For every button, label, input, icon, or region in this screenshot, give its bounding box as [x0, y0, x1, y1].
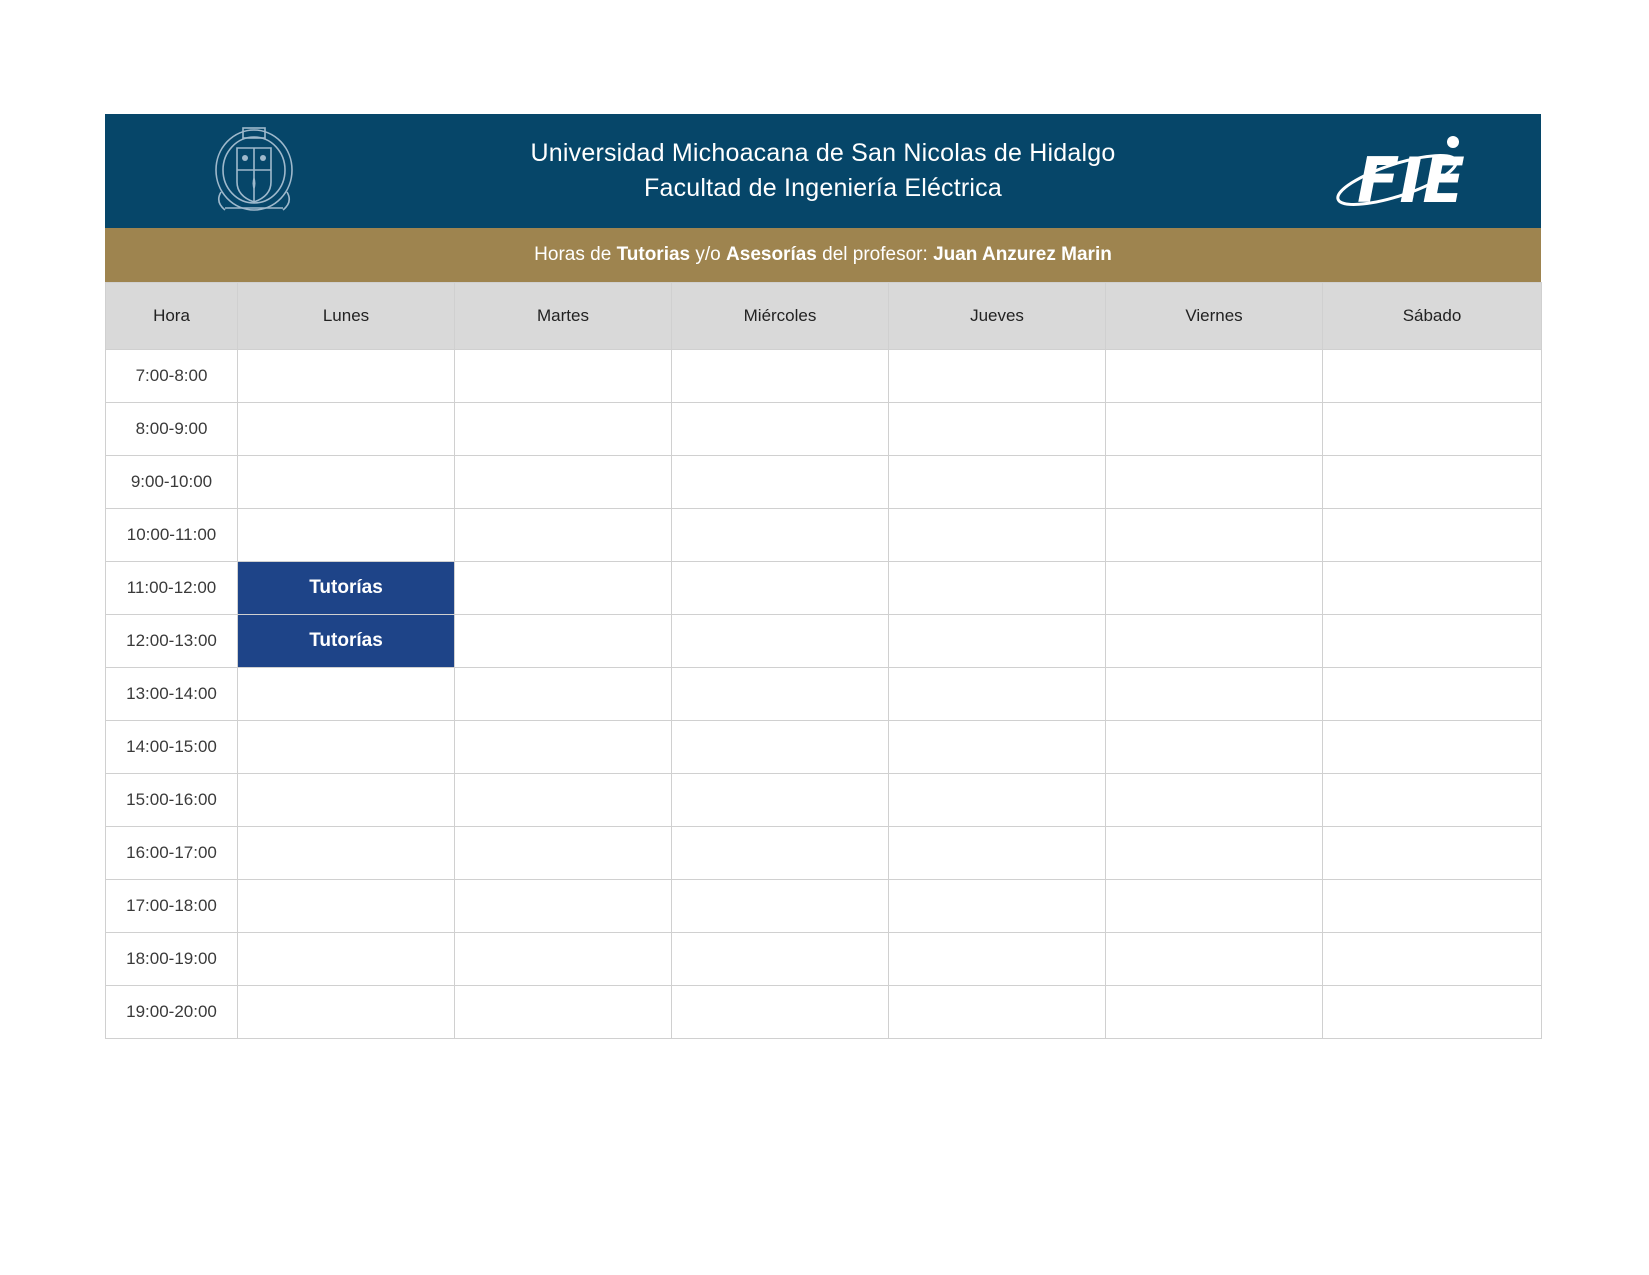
hour-cell: 10:00-11:00: [106, 509, 238, 562]
fie-logo-text: FIE: [1357, 144, 1465, 216]
slot-cell-lunes: [238, 774, 455, 827]
slot-cell-sabado: [1323, 668, 1542, 721]
slot-cell-miercoles: [672, 774, 889, 827]
slot-cell-viernes: [1106, 933, 1323, 986]
slot-cell-sabado: [1323, 880, 1542, 933]
hour-cell: 7:00-8:00: [106, 350, 238, 403]
slot-cell-miercoles: [672, 562, 889, 615]
hour-cell: 13:00-14:00: [106, 668, 238, 721]
slot-cell-jueves: [889, 668, 1106, 721]
slot-cell-martes: [455, 774, 672, 827]
fie-logo-icon: [1335, 124, 1465, 216]
slot-cell-martes: [455, 615, 672, 668]
slot-cell-miercoles: [672, 456, 889, 509]
column-header-miercoles: Miércoles: [672, 283, 889, 350]
slot-cell-viernes: [1106, 456, 1323, 509]
hour-cell: 12:00-13:00: [106, 615, 238, 668]
slot-cell-sabado: [1323, 827, 1542, 880]
schedule-sheet: [105, 114, 1541, 1039]
slot-cell-viernes: [1106, 827, 1323, 880]
schedule-header-row: [106, 283, 1542, 350]
column-header-lunes: Lunes: [238, 283, 455, 350]
hour-cell: 14:00-15:00: [106, 721, 238, 774]
slot-cell-miercoles: [672, 668, 889, 721]
header-banner: [105, 114, 1541, 228]
slot-cell-jueves: [889, 986, 1106, 1039]
column-header-viernes: Viernes: [1106, 283, 1323, 350]
slot-cell-lunes: [238, 986, 455, 1039]
slot-cell-sabado: [1323, 350, 1542, 403]
slot-cell-jueves: [889, 615, 1106, 668]
slot-cell-martes: [455, 668, 672, 721]
subtitle-prefix: Horas de: [534, 244, 612, 265]
slot-cell-viernes: [1106, 668, 1323, 721]
slot-cell-lunes: Tutorías: [238, 615, 455, 668]
schedule-row: [106, 668, 1542, 721]
slot-cell-viernes: [1106, 774, 1323, 827]
slot-cell-jueves: [889, 562, 1106, 615]
slot-cell-jueves: [889, 403, 1106, 456]
slot-cell-jueves: [889, 721, 1106, 774]
hour-cell: 15:00-16:00: [106, 774, 238, 827]
hour-cell: 19:00-20:00: [106, 986, 238, 1039]
slot-cell-lunes: [238, 350, 455, 403]
subtitle-asesorias: Asesorías: [726, 244, 817, 265]
slot-cell-martes: [455, 933, 672, 986]
slot-cell-jueves: [889, 827, 1106, 880]
slot-cell-viernes: [1106, 986, 1323, 1039]
slot-cell-miercoles: [672, 933, 889, 986]
slot-cell-jueves: [889, 456, 1106, 509]
slot-cell-sabado: [1323, 933, 1542, 986]
slot-cell-sabado: [1323, 986, 1542, 1039]
slot-cell-jueves: [889, 509, 1106, 562]
slot-cell-viernes: [1106, 509, 1323, 562]
slot-cell-lunes: [238, 668, 455, 721]
schedule-row: [106, 827, 1542, 880]
column-header-sabado: Sábado: [1323, 283, 1542, 350]
slot-cell-martes: [455, 350, 672, 403]
header-titles: [105, 136, 1541, 206]
schedule-row: [106, 509, 1542, 562]
slot-cell-jueves: [889, 933, 1106, 986]
slot-cell-lunes: [238, 456, 455, 509]
subtitle-professor-label: del profesor:: [822, 244, 928, 265]
slot-cell-sabado: [1323, 562, 1542, 615]
slot-cell-martes: [455, 721, 672, 774]
column-header-hora: Hora: [106, 283, 238, 350]
faculty-name: Facultad de Ingeniería Eléctrica: [644, 174, 1002, 202]
slot-cell-martes: [455, 456, 672, 509]
slot-cell-martes: [455, 403, 672, 456]
slot-cell-miercoles: [672, 403, 889, 456]
university-name: Universidad Michoacana de San Nicolas de Hidalgo: [530, 139, 1116, 167]
hour-cell: 17:00-18:00: [106, 880, 238, 933]
slot-cell-lunes: [238, 721, 455, 774]
slot-cell-martes: [455, 986, 672, 1039]
slot-cell-martes: [455, 827, 672, 880]
slot-cell-miercoles: [672, 827, 889, 880]
hour-cell: 9:00-10:00: [106, 456, 238, 509]
slot-cell-jueves: [889, 880, 1106, 933]
slot-cell-lunes: Tutorías: [238, 562, 455, 615]
slot-cell-lunes: [238, 933, 455, 986]
schedule-row: [106, 350, 1542, 403]
column-header-martes: Martes: [455, 283, 672, 350]
hour-cell: 18:00-19:00: [106, 933, 238, 986]
slot-cell-sabado: [1323, 615, 1542, 668]
slot-cell-lunes: [238, 403, 455, 456]
schedule-table: [105, 282, 1542, 1039]
slot-cell-miercoles: [672, 350, 889, 403]
slot-cell-viernes: [1106, 350, 1323, 403]
schedule-body: [106, 350, 1542, 1039]
slot-cell-martes: [455, 562, 672, 615]
slot-cell-lunes: [238, 509, 455, 562]
schedule-row: [106, 986, 1542, 1039]
slot-cell-viernes: [1106, 403, 1323, 456]
schedule-row: [106, 615, 1542, 668]
slot-cell-lunes: [238, 880, 455, 933]
schedule-row: [106, 774, 1542, 827]
slot-cell-jueves: [889, 774, 1106, 827]
slot-cell-sabado: [1323, 509, 1542, 562]
slot-cell-viernes: [1106, 880, 1323, 933]
slot-cell-miercoles: [672, 509, 889, 562]
slot-cell-miercoles: [672, 880, 889, 933]
slot-cell-sabado: [1323, 456, 1542, 509]
slot-cell-viernes: [1106, 615, 1323, 668]
slot-cell-lunes: [238, 827, 455, 880]
slot-cell-miercoles: [672, 615, 889, 668]
slot-cell-martes: [455, 880, 672, 933]
professor-bar: [105, 228, 1541, 282]
slot-cell-sabado: [1323, 403, 1542, 456]
slot-cell-miercoles: [672, 986, 889, 1039]
slot-cell-miercoles: [672, 721, 889, 774]
hour-cell: 8:00-9:00: [106, 403, 238, 456]
slot-cell-viernes: [1106, 562, 1323, 615]
subtitle-connector: y/o: [695, 244, 721, 265]
subtitle-tutorias: Tutorias: [616, 244, 691, 265]
slot-cell-viernes: [1106, 721, 1323, 774]
professor-name: Juan Anzurez Marin: [933, 244, 1112, 265]
slot-cell-sabado: [1323, 721, 1542, 774]
schedule-row: [106, 456, 1542, 509]
schedule-row: [106, 721, 1542, 774]
hour-cell: 16:00-17:00: [106, 827, 238, 880]
schedule-row: [106, 933, 1542, 986]
column-header-jueves: Jueves: [889, 283, 1106, 350]
slot-cell-martes: [455, 509, 672, 562]
hour-cell: 11:00-12:00: [106, 562, 238, 615]
schedule-row: [106, 880, 1542, 933]
slot-cell-jueves: [889, 350, 1106, 403]
slot-cell-sabado: [1323, 774, 1542, 827]
schedule-row: [106, 403, 1542, 456]
schedule-row: [106, 562, 1542, 615]
